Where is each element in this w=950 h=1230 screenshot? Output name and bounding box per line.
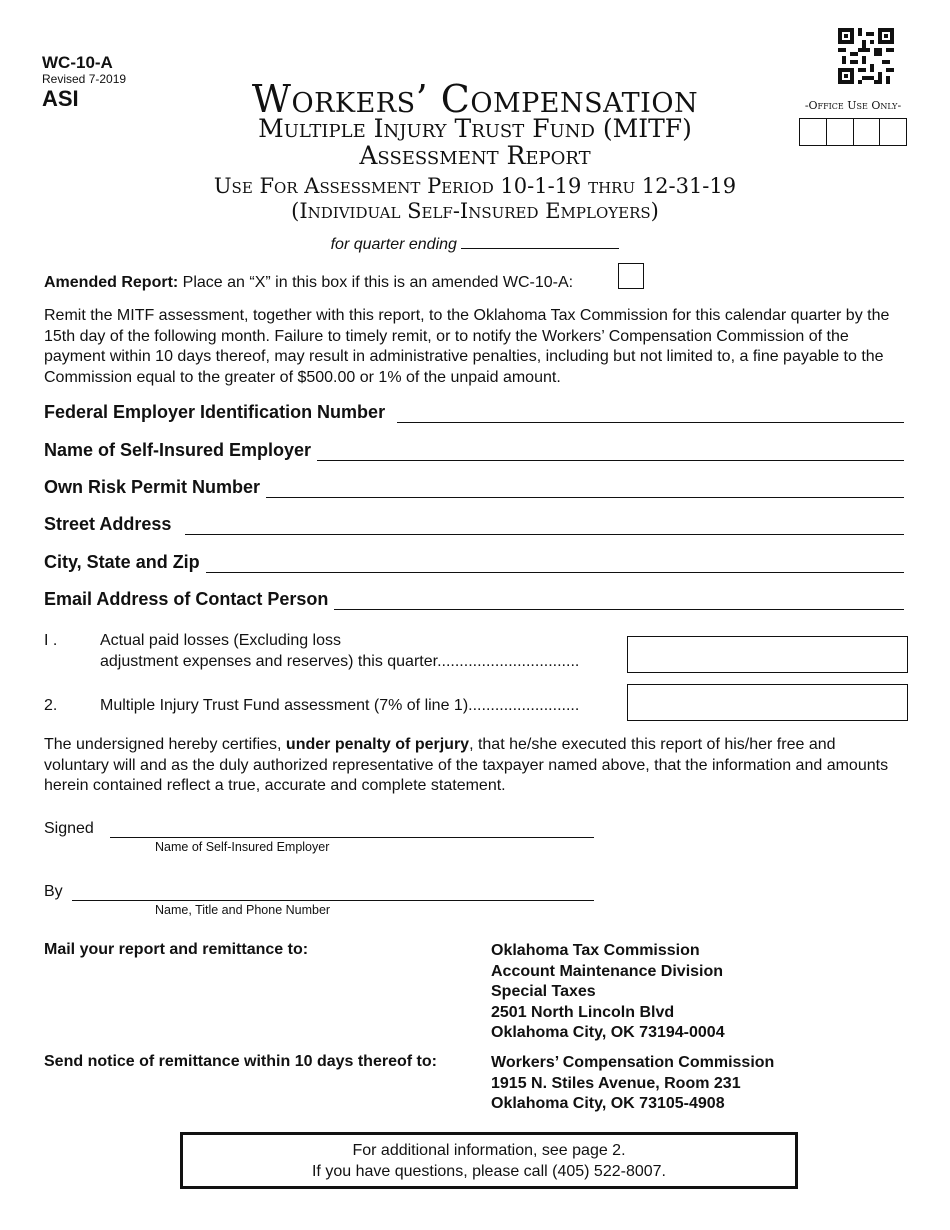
office-use-cell <box>880 119 906 145</box>
line-item-2 <box>44 696 624 718</box>
mail-addr-line: Oklahoma City, OK 73194-0004 <box>491 1024 725 1041</box>
amended-text: Place an “X” in this box if this is an amended WC-10-A: <box>178 274 574 291</box>
subtitle-line2: Assessment Report <box>359 141 591 170</box>
cert-bold: under penalty of perjury <box>285 736 470 753</box>
by-label: By <box>44 883 63 900</box>
street-label: Street Address <box>44 514 172 534</box>
notice-addr-line: Workers’ Compensation Commission <box>491 1054 775 1071</box>
email-input[interactable] <box>334 592 904 610</box>
fein-input[interactable] <box>397 405 904 423</box>
office-use-cell <box>827 119 854 145</box>
qr-code-icon <box>838 28 894 84</box>
by-sublabel: Name, Title and Phone Number <box>155 903 331 917</box>
quarter-ending <box>130 234 820 254</box>
revision-date: Revised 7-2019 <box>42 72 127 86</box>
form-id: WC-10-A <box>42 53 113 72</box>
cert-pre: The undersigned hereby certifies, <box>44 736 286 753</box>
line-item-number: I . <box>44 632 58 649</box>
notice-address <box>491 1053 774 1115</box>
quarter-ending-field[interactable] <box>461 234 619 249</box>
line1-amount-input[interactable] <box>627 636 908 673</box>
employer-name-input[interactable] <box>317 443 904 461</box>
amended-label: Amended Report: <box>44 274 179 291</box>
info-line1: For additional information, see page 2. <box>352 1142 626 1159</box>
amended-checkbox[interactable] <box>618 263 644 289</box>
signed-sublabel: Name of Self-Insured Employer <box>155 840 330 854</box>
line1-text-a: Actual paid losses (Excluding loss <box>100 632 342 649</box>
cert-post: , that he/she executed this report of his/her free and voluntary will and as the duly authorized representative of the taxpayer named above, that the information and amounts herein contained reflect a true, accurate and complete statement. <box>44 736 889 794</box>
page-title: Workers’ Compensation <box>251 77 699 121</box>
email-label: Email Address of Contact Person <box>44 589 329 609</box>
line2-text: Multiple Injury Trust Fund assessment (7% of line 1) <box>100 697 469 714</box>
notice-addr-line: 1915 N. Stiles Avenue, Room 231 <box>491 1074 741 1092</box>
office-use-cell <box>854 119 881 145</box>
office-use-cell <box>800 119 827 145</box>
amended-report <box>44 274 573 292</box>
signed-input[interactable] <box>110 836 594 838</box>
fein-label: Federal Employer Identification Number <box>44 402 386 422</box>
street-field <box>44 513 904 535</box>
form-code: ASI <box>42 86 79 111</box>
permit-label: Own Risk Permit Number <box>44 477 261 497</box>
by-input[interactable] <box>72 899 594 901</box>
office-use-label: -Office Use Only- <box>804 99 902 112</box>
line-item-1 <box>44 631 624 675</box>
period-line2: (Individual Self-Insured Employers) <box>291 199 659 223</box>
street-input[interactable] <box>185 517 904 535</box>
line-item-text <box>100 631 615 672</box>
period-line1: Use For Assessment Period 10-1-19 thru 12-31-19 <box>213 174 737 198</box>
notice-label: Send notice of remittance within 10 days thereof to: <box>44 1053 437 1070</box>
notice-addr-line: Oklahoma City, OK 73105-4908 <box>491 1095 725 1112</box>
employer-name-label: Name of Self-Insured Employer <box>44 440 312 460</box>
office-use-boxes <box>799 118 907 146</box>
city-label: City, State and Zip <box>44 552 200 572</box>
info-box <box>180 1132 798 1189</box>
email-field <box>44 588 904 610</box>
line-item-text <box>100 696 615 717</box>
mail-label: Mail your report and remittance to: <box>44 941 309 958</box>
city-field <box>44 551 904 573</box>
subtitle-line1: Multiple Injury Trust Fund (MITF) <box>258 114 692 143</box>
mail-addr-line: Special Taxes <box>491 983 596 1000</box>
info-line2: If you have questions, please call (405) 522-8007. <box>311 1162 666 1180</box>
certification-paragraph <box>44 735 904 797</box>
line1-text-b: adjustment expenses and reserves) this quarter <box>100 652 438 670</box>
instructions-paragraph: Remit the MITF assessment, together with this report, to the Oklahoma Tax Commission for this calendar quarter by the 15th day of the following month. Failure to timely remit, or to notify the Workers’ Compensation Commission of the payment within 10 days thereof, may result in administrative penalties, including but not limited to, a fine payable to the Commission equal to the greater of $500.00 or 1% of the unpaid amount. <box>44 307 890 386</box>
line2-amount-input[interactable] <box>627 684 908 721</box>
quarter-ending-label: for quarter ending <box>330 236 457 253</box>
fein-field <box>44 401 904 423</box>
permit-input[interactable] <box>266 480 904 498</box>
line-item-number: 2. <box>44 697 58 714</box>
city-input[interactable] <box>206 555 904 573</box>
mail-address <box>491 941 725 1044</box>
permit-field <box>44 476 904 498</box>
line2-dots: ......................... <box>468 697 580 714</box>
employer-name-field <box>44 439 904 461</box>
mail-addr-line: Oklahoma Tax Commission <box>491 942 700 959</box>
signed-label: Signed <box>44 820 94 837</box>
line1-dots: ................................ <box>437 652 580 670</box>
mail-addr-line: 2501 North Lincoln Blvd <box>491 1003 675 1021</box>
mail-addr-line: Account Maintenance Division <box>491 962 724 980</box>
